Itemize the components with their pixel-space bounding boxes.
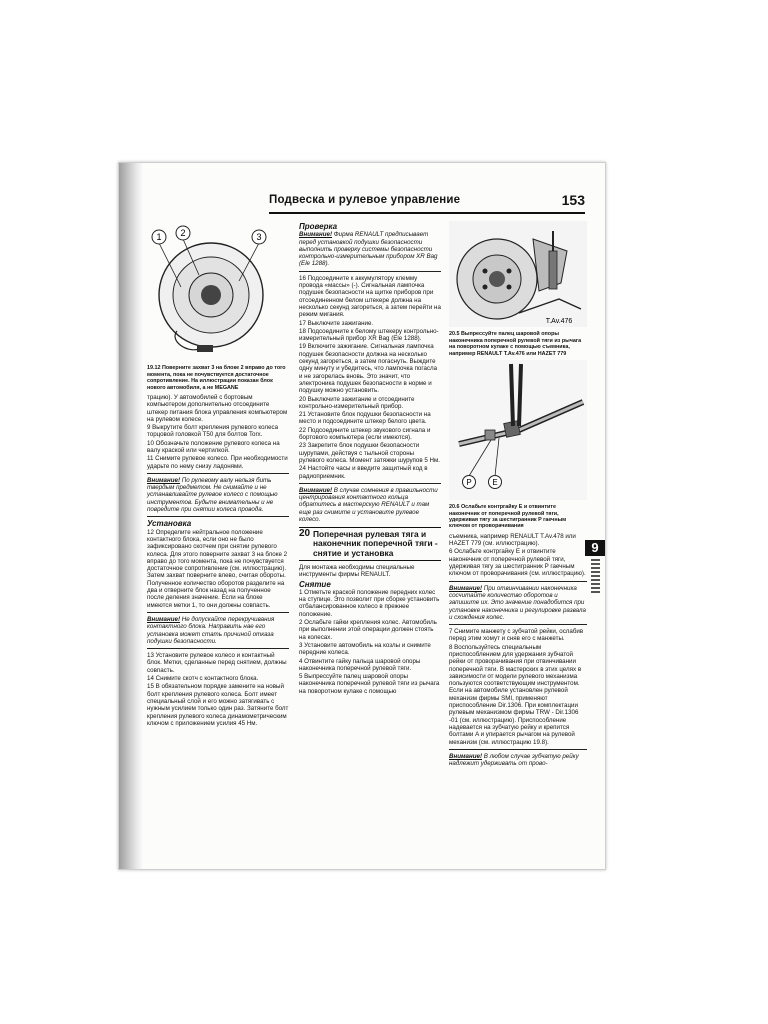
- warning-label: Внимание!: [147, 615, 181, 623]
- svg-text:P: P: [466, 477, 472, 487]
- step-6: 6 Ослабьте контргайку E и отвинтите наконечник от поперечной рулевой тяги, удерживая тягу за шестигранник P гаечным ключом от проворачивания (см. иллюстрацию).: [449, 548, 586, 578]
- step-11: 11 Снимите рулевое колесо. При необходимости ударьте по нему снизу ладонями.: [147, 455, 288, 470]
- step-8: 8 Воспользуйтесь специальным приспособлением для удержания зубчатой рейки от проворачивания при отвинчивании поперечной тяги. В мастерских в этих целях в зависимости от модели рулевого механизма пользуются соответствующим инструментом. Если на автомобиле установлен рулевой механизм фирмы SMI, применяют приспособление Dir.1306. При комплектации рулевым механизмом фирмы TRW - Dir.1306 -01 (см. иллюстрацию). Приспособление надевается на зубчатую рейку и крепится болтами A и упирается рычагом на рулевой механизм (см. иллюстрацию 19.8).: [449, 643, 582, 746]
- step-20: 20 Выключите зажигание и отсоедините контрольно-измерительный прибор.: [299, 395, 415, 410]
- svg-text:3: 3: [256, 232, 262, 242]
- figure-ball-joint-puller: [449, 221, 587, 327]
- step-17: 17 Выключите зажигание.: [299, 319, 374, 327]
- section-number: 20: [299, 528, 311, 540]
- step-2: 2 Ослабьте гайки крепления колес. Автомобиль при выполнении этой операции должен стоять на колесах.: [299, 619, 437, 641]
- warning-note: [449, 585, 587, 621]
- svg-text:1: 1: [156, 232, 162, 242]
- warning-label: Внимание!: [147, 476, 181, 484]
- step-5: 5 Выпрессуйте палец шаровой опоры наконечника поперечной рулевой тяги из рычага на поворотном кулаке с помощью: [299, 673, 440, 695]
- subheading-install: Установка: [147, 519, 192, 529]
- figure-tie-rod-end: [449, 360, 587, 500]
- warning-text: В любом случае зубчатую рейку надлежит удерживать от прово-: [449, 752, 579, 768]
- section-title: Поперечная рулевая тяга и наконечник поперечной тяги - снятие и установка: [313, 529, 438, 558]
- page-title: Подвеска и рулевое управление: [269, 194, 461, 206]
- svg-text:E: E: [492, 477, 498, 487]
- column-1: [147, 221, 289, 728]
- scanned-page: [118, 162, 606, 870]
- step-13: 13 Установите рулевое колесо и контактный блок. Метки, сделанные перед снятием, должны совпасть.: [147, 652, 287, 674]
- warning-text: Фирма RENAULT предписывает перед установкой подушки безопасности выполнить проверку системы безопасности контрольно-измерительным прибором XR Bag (Ele 1288).: [299, 231, 438, 268]
- subheading-remove: Снятие: [299, 579, 331, 589]
- step-15: 15 В обязательном порядке замените на новый болт крепления рулевого колеса. Болт имеет специальный слой и его можно затягивать с нужным усилием только один раз. Затяните болт крепления рулевого колеса динамометрическим ключом с приложением усилия 45 Нм.: [147, 683, 289, 727]
- step-9: 9 Выкрутите болт крепления рулевого колеса торцовой головкой T50 для болтов Torx.: [147, 424, 279, 439]
- column-3: [449, 221, 587, 768]
- figure-caption: 20.5 Выпрессуйте палец шаровой опоры наконечника поперечной рулевой тяги из рычага на поворотном кулаке с помощью съемника, например RENAULT T.Av.476 или HAZET 779: [449, 331, 582, 357]
- paragraph: съемника, например RENAULT T.Av.478 или HAZET 779 (см. иллюстрацию).: [449, 532, 576, 548]
- warning-note: [299, 487, 441, 523]
- step-1: 1 Отметьте краской положение передних колес на ступице. Это позволит при сборке установить отбалансированное колесо в прежнее положение.: [299, 588, 440, 618]
- figure-label: T.Av.476: [545, 318, 573, 325]
- subheading-check: Проверка: [299, 222, 338, 231]
- warning-label: Внимание!: [449, 584, 483, 592]
- chapter-tab: 9: [585, 540, 605, 556]
- figure-caption: 20.6 Ослабьте контргайку E и отвинтите наконечник от поперечной рулевой тяги, удерживая тягу за шестигранник P гаечным ключом от проворачивания: [449, 504, 567, 530]
- page-edge-marks: [591, 559, 600, 595]
- paragraph: трацию). У автомобилей с бортовым компьютером дополнительно отсоедините штекер питания блока управления компьютером на рулевом колесе.: [147, 393, 288, 423]
- step-7: 7 Снимите манжету с зубчатой рейки, ослабив перед этим хомут и сняв его с манжеты.: [449, 628, 584, 643]
- step-18: 18 Подсоедините к белому штекеру контрольно-измерительный прибор XR Bag (Ele 1288).: [299, 327, 439, 343]
- column-2: [299, 221, 441, 696]
- warning-label: Внимание!: [299, 486, 333, 494]
- section-intro: Для монтажа необходимы специальные инструменты фирмы RENAULT.: [299, 563, 415, 579]
- page-binding-shadow: [119, 163, 143, 869]
- warning-text: Не допускайте перекручивания контактного блока. Направить нае его установка может стать причиной отказа подушки безопасности.: [147, 615, 275, 645]
- warning-text: В случае сомнения в правильности центрирования контактного кольца обратитесь в мастерскую RENAULT и там еще раз снимите и установите рулевое колесо.: [299, 486, 438, 523]
- warning-label: Внимание!: [449, 752, 483, 760]
- warning-text: По рулевому валу нельзя бить твердым предметом. Не снимайте и не устанавливайте рулевое колесо с помощью инструментов. Будьте внимательны и не повредите при снятии колеса провода.: [147, 476, 278, 514]
- figure-caption: 19.12 Поверните захват 3 на блоке 2 вправо до того момента, пока не почувствуется достаточное сопротивление. На иллюстрации показан блок нового автомобиля, а не MEGANE: [147, 365, 286, 391]
- svg-text:2: 2: [180, 228, 186, 238]
- step-10: 10 Обозначьте положение рулевого колеса на валу краской или чертилкой.: [147, 439, 280, 454]
- step-3: 3 Установите автомобиль на козлы и снимите передние колеса.: [299, 641, 431, 657]
- warning-note: [147, 616, 289, 645]
- warning-note: [299, 231, 441, 267]
- warning-label: Внимание!: [299, 231, 333, 239]
- page-header: [269, 192, 585, 214]
- step-16: 16 Подсоедините к аккумулятору клемму провода «массы» (-). Сигнальная лампочка подушек безопасности на щитке приборов при отсоединенном белом штекере должна на несколько секунд загореться, а затем перейти на режим мигания.: [299, 274, 441, 319]
- section-heading: [299, 527, 441, 561]
- step-21: 21 Установите блок подушки безопасности на место и подсоедините штекер белого цвета.: [299, 411, 431, 426]
- figure-steering-contact-unit: [147, 221, 287, 361]
- page-number: 153: [561, 192, 585, 208]
- step-22: 22 Подсоедините штекер звукового сигнала и бортового компьютера (если имеются).: [299, 426, 431, 442]
- step-19: 19 Включите зажигание. Сигнальная лампочка подушек безопасности должна на несколько секунд загореться, а затем погаснуть. Выждите одну минуту и убедитесь, что лампочка погасла и не загорелась вновь. Это значит, что электроника подушек безопасности в норме и подушку можно установить.: [299, 343, 438, 395]
- step-14: 14 Снимите скотч с контактного блока.: [147, 675, 259, 683]
- warning-note: [449, 753, 587, 768]
- warning-text: При отвинчивании наконечника сосчитайте количество оборотов и запишите их. Это значение понадобится при установке наконечника и регулировке развала и схождения колес.: [449, 584, 586, 621]
- step-12: 12 Определите нейтральное положение контактного блока, если оно не было зафиксировано скотчем при снятии рулевого колеса. Для этого поверните захват 3 на блоке 2 вправо до того момента, пока не почувствуется достаточное сопротивление (см. иллюстрацию). Затем захват поверните влево, считая обороты. Полученное количество оборотов разделите на два и отверните блок назад на полученное после деления значение. Если на блоке имеются метки 1, то они должны совпасть.: [147, 528, 288, 609]
- warning-note: [147, 477, 289, 513]
- step-23: 23 Закрепите блок подушки безопасности шурупами, действуя с тыльной стороны рулевого колеса. Момент затяжки шурупов 5 Нм.: [299, 442, 440, 464]
- step-24: 24 Настойте часы и введите защитный код в радиоприемник.: [299, 465, 428, 480]
- step-4: 4 Отвинтите гайку пальца шаровой опоры наконечника поперечной рулевой тяги.: [299, 657, 421, 672]
